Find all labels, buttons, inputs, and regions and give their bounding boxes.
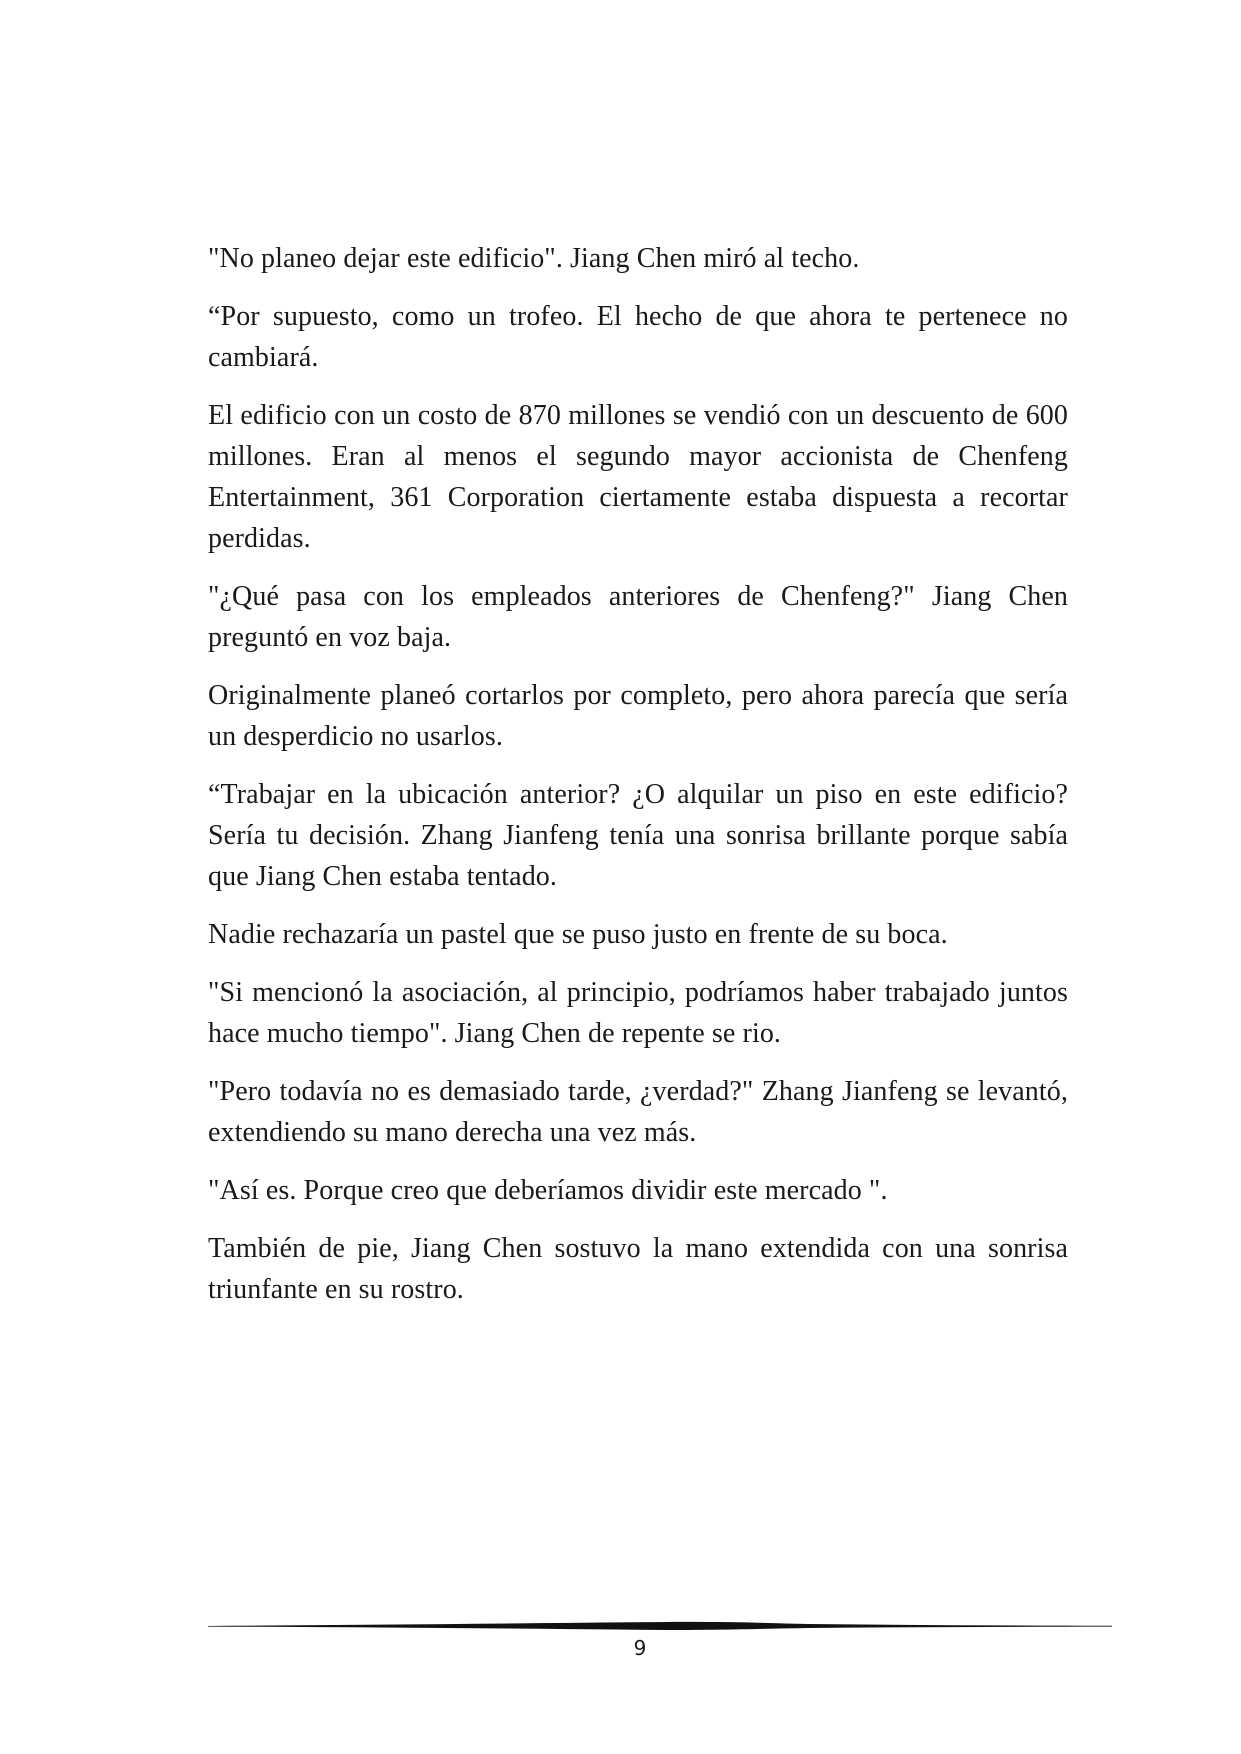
paragraph: "Si mencionó la asociación, al principio, podríamos haber trabajado juntos hace mucho tiempo". Jiang Chen de repente se rio. — [208, 977, 1068, 1049]
paragraph: "No planeo dejar este edificio". Jiang Chen miró al techo. — [208, 243, 860, 274]
paragraph: "Así es. Porque creo que deberíamos dividir este mercado ". — [208, 1175, 888, 1206]
page-body — [208, 238, 1068, 1327]
paragraph: “Por supuesto, como un trofeo. El hecho de que ahora te pertenece no cambiará. — [208, 301, 1068, 373]
paragraph: También de pie, Jiang Chen sostuvo la mano extendida con una sonrisa triunfante en su rostro. — [208, 1233, 1068, 1305]
footer-divider — [208, 1620, 1112, 1632]
page-number: 9 — [633, 1636, 647, 1660]
paragraph: “Trabajar en la ubicación anterior? ¿O alquilar un piso en este edificio? Sería tu decisión. Zhang Jianfeng tenía una sonrisa brillante porque sabía que Jiang Chen estaba tentado. — [208, 779, 1068, 892]
paragraph: Nadie rechazaría un pastel que se puso justo en frente de su boca. — [208, 919, 948, 950]
paragraph: "¿Qué pasa con los empleados anteriores de Chenfeng?" Jiang Chen preguntó en voz baja. — [208, 581, 1068, 653]
paragraph: Originalmente planeó cortarlos por completo, pero ahora parecía que sería un desperdicio no usarlos. — [208, 680, 1068, 752]
paragraph: El edificio con un costo de 870 millones se vendió con un descuento de 600 millones. Eran al menos el segundo mayor accionista de Chenfeng Entertainment, 361 Corporation ciertamente estaba dispuesta a recortar perdidas. — [208, 400, 1068, 554]
paragraph: "Pero todavía no es demasiado tarde, ¿verdad?" Zhang Jianfeng se levantó, extendiendo su mano derecha una vez más. — [208, 1076, 1068, 1148]
